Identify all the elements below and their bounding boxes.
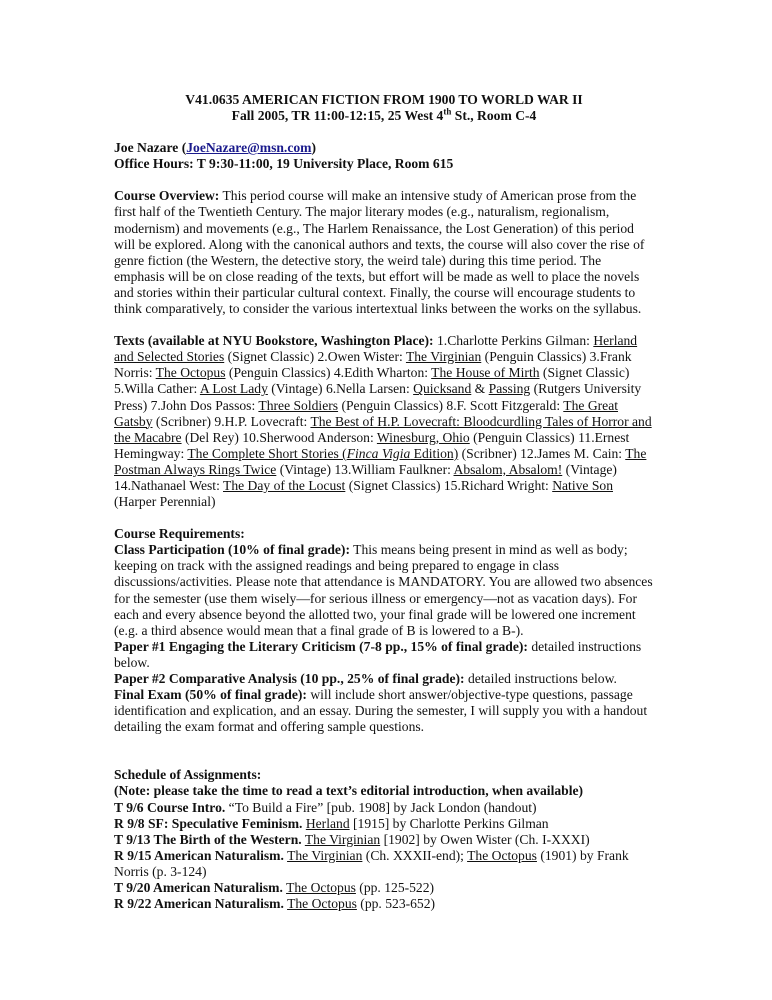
text-item: (Signet Classics) 15.Richard Wright:: [345, 477, 553, 493]
book-title: Native Son: [552, 477, 613, 493]
book-title: A Lost Lady: [199, 381, 268, 397]
final-exam-text: will include short answer/objective-type questions, passage identification and explication, and an essay. During the semester, I will supply you with a handout detailing the exam format and offering sample questions.: [114, 687, 648, 735]
office-hours: Office Hours: T 9:30-11:00, 19 University Place, Room 615: [114, 156, 454, 172]
text-item: (Signet Classic) 2.Owen Wister:: [224, 349, 406, 365]
schedule-date-label: R 9/22 American Naturalism.: [114, 896, 284, 912]
schedule-date-label: T 9/13 The Birth of the Western.: [114, 831, 302, 847]
book-title: The Octopus: [155, 365, 226, 381]
text-item: (Scribner) 9.H.P. Lovecraft:: [152, 413, 311, 429]
requirements-heading: Course Requirements:: [114, 526, 245, 542]
term-line: Fall 2005, TR 11:00-12:15, 25 West 4: [231, 108, 444, 124]
schedule-entry-text: [1902] by Owen Wister (Ch. I-XXXI): [380, 831, 590, 847]
schedule-date-label: T 9/6 Course Intro.: [114, 799, 226, 815]
schedule-date-label: T 9/20 American Naturalism.: [114, 880, 283, 896]
schedule-date-label: R 9/15 American Naturalism.: [114, 847, 284, 863]
schedule-date-label: R 9/8 SF: Speculative Feminism.: [114, 815, 303, 831]
instructor-block: [114, 140, 654, 172]
text-item: (Penguin Classics) 3.Frank Norris:: [114, 349, 632, 381]
instructor-email-link[interactable]: JoeNazare@msn.com: [186, 140, 312, 156]
participation-text: This means being present in mind as well as body; keeping on track with the assigned readings and being prepared to engage in class discussions/activities. Please note that attendance is MANDATORY. You are allowed two absences for the semester (use them wisely—for serious illness or emergency—not as vacation days). For each and every absence beyond the allotted two, your final grade will be lowered one increment (e.g. a third absence would mean that a final grade of B is lowered to a B-).: [114, 542, 653, 638]
book-title: The House of Mirth: [431, 365, 540, 381]
book-title: Three Soldiers: [258, 397, 339, 413]
texts-label: Texts (available at NYU Bookstore, Washington Place):: [114, 333, 434, 349]
paper1-text: detailed instructions below.: [114, 638, 642, 670]
book-title: Herland: [305, 815, 350, 831]
schedule-entry-text: (Ch. XXXII-end);: [362, 847, 468, 863]
course-requirements: [114, 526, 654, 735]
text-item: (Penguin Classics) 8.F. Scott Fitzgerald:: [338, 397, 564, 413]
book-title: The Best of H.P. Lovecraft: Bloodcurdling Tales of Horror and the Macabre: [114, 413, 652, 445]
schedule-entry-text: [1915] by Charlotte Perkins Gilman: [349, 815, 549, 831]
text-item: (Rutgers University Press) 7.John Dos Passos:: [114, 381, 642, 413]
text-item: (Vintage) 13.William Faulkner:: [276, 461, 454, 477]
schedule-heading: Schedule of Assignments:: [114, 767, 262, 783]
texts-list: [114, 333, 654, 510]
paper2-label: Paper #2 Comparative Analysis (10 pp., 25% of final grade):: [114, 671, 465, 686]
book-title: The Day of the Locust: [223, 477, 346, 493]
overview-text: This period course will make an intensive study of American prose from the first half of the Twentieth Century. The major literary modes (e.g., naturalism, regionalism, modernism) and movements (e.g., The Harlem Renaissance, the Lost Generation) of this period will be explored. Along with the canonical authors and texts, the course will also cover the rise of genre fiction (the Western, the detective story, the weird tale) during this time period. The emphasis will be on close reading of the texts, but effort will be made as well to place the novels and stories within their particular cultural context. Finally, the course will encourage students to think comparatively, to consider the various intertextual links between the works on the syllabus.: [114, 188, 645, 317]
book-title: The Postman Always Rings Twice: [114, 445, 647, 477]
text-item: (Signet Classic) 5.Willa Cather:: [114, 365, 630, 397]
text-item: &: [471, 381, 489, 397]
book-title: Herland and Selected Stories: [114, 333, 638, 365]
text-item: (Penguin Classics) 11.Ernest Hemingway:: [114, 429, 630, 461]
book-title: Winesburg, Ohio: [376, 429, 470, 445]
course-overview: [114, 188, 654, 317]
course-title: [114, 92, 654, 124]
paren-close: ): [311, 140, 317, 156]
schedule-entry-text: “To Build a Fire” [pub. 1908] by Jack London (handout): [225, 799, 537, 815]
syllabus-page: [114, 92, 654, 912]
text-item: (Penguin Classics) 4.Edith Wharton:: [225, 365, 432, 381]
instructor-name: Joe Nazare (: [114, 140, 187, 156]
schedule-note: (Note: please take the time to read a text’s editorial introduction, when available): [114, 783, 584, 799]
overview-label: Course Overview:: [114, 188, 220, 204]
book-title: Absalom, Absalom!: [453, 461, 563, 477]
book-title: The Octopus: [287, 896, 357, 912]
schedule-entry-text: (pp. 125-522): [355, 880, 435, 896]
schedule-entry-text: (pp. 523-652): [356, 896, 436, 912]
schedule-of-assignments: [114, 767, 654, 912]
book-title-part: Edition): [410, 445, 459, 461]
text-item: (Vintage) 6.Nella Larsen:: [267, 381, 414, 397]
text-item: (Scribner) 12.James M. Cain:: [458, 445, 626, 461]
ordinal-suffix: th: [443, 106, 452, 117]
paper2-text: detailed instructions below.: [464, 671, 617, 686]
course-code-title: V41.0635 AMERICAN FICTION FROM 1900 TO WORLD WAR II: [185, 92, 583, 107]
book-title: The Octopus: [286, 880, 356, 896]
book-title: The Virginian: [405, 349, 482, 365]
book-title: The Octopus: [467, 847, 537, 863]
book-title: The Virginian: [287, 847, 363, 863]
final-exam-label: Final Exam (50% of final grade):: [114, 687, 307, 703]
text-item: (Del Rey) 10.Sherwood Anderson:: [181, 429, 377, 445]
text-item: 1.Charlotte Perkins Gilman:: [433, 333, 594, 349]
schedule-entry-text: (1901) by Frank Norris (p. 3-124): [114, 847, 629, 879]
book-title-part: The Complete Short Stories (: [187, 445, 347, 461]
participation-label: Class Participation (10% of final grade):: [114, 542, 350, 558]
text-item: (Vintage) 14.Nathanael West:: [114, 461, 617, 493]
book-title: [187, 446, 458, 461]
book-title-italic: Finca Vigia: [346, 445, 411, 461]
term-line-room: St., Room C-4: [451, 108, 537, 124]
text-item: (Harper Perennial): [114, 494, 216, 510]
book-title: The Great Gatsby: [114, 397, 619, 429]
book-title: Passing: [488, 381, 531, 397]
book-title: Quicksand: [413, 381, 472, 397]
book-title: The Virginian: [304, 831, 381, 847]
paper1-label: Paper #1 Engaging the Literary Criticism (7-8 pp., 15% of final grade):: [114, 638, 528, 654]
